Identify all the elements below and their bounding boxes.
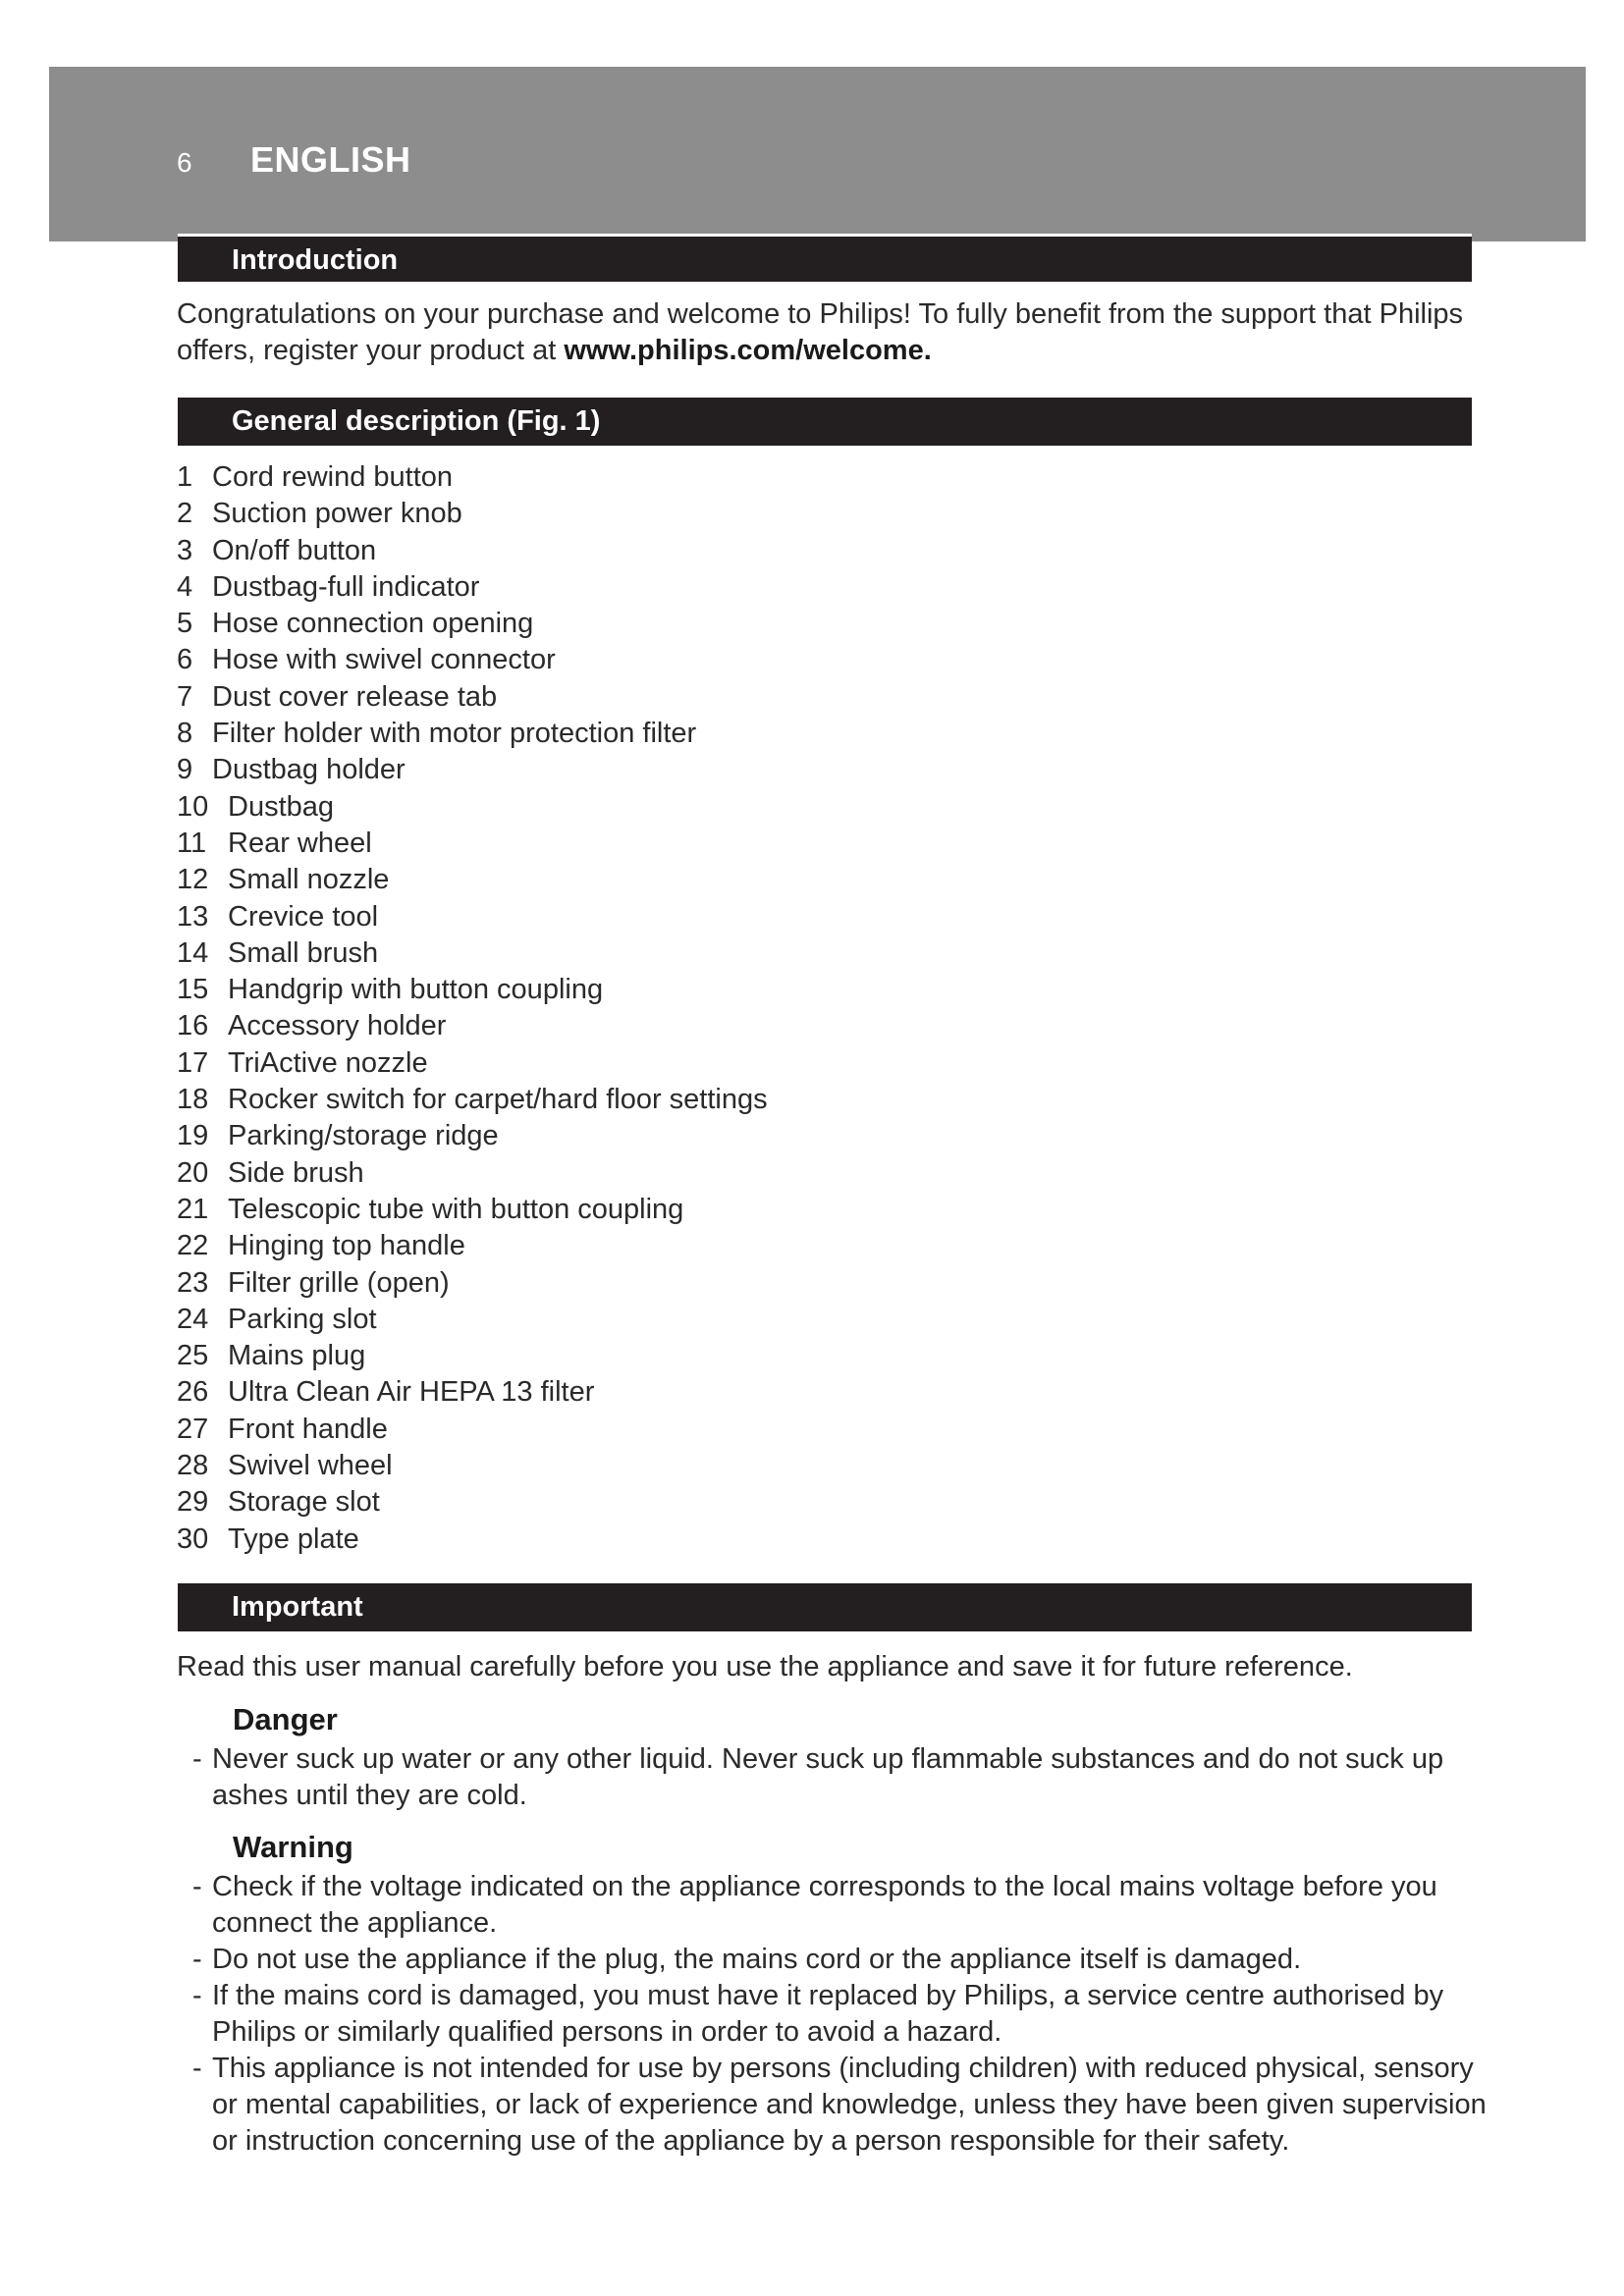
- item-number: 12: [177, 864, 209, 896]
- description-item: [177, 496, 768, 532]
- item-label: On/off button: [212, 534, 377, 566]
- bullet-text: This appliance is not intended for use by persons (including children) with reduced physical, sensory or mental capabilities, or lack of experience and knowledge, unless they have been given supervision or instruction concerning use of the appliance by a person responsible for their safety.: [212, 2053, 1487, 2157]
- bullet-item: [192, 1869, 1489, 1942]
- item-label: Handgrip with button coupling: [228, 974, 604, 1006]
- page-number: 6: [177, 147, 192, 178]
- item-number: 6: [177, 644, 193, 676]
- warning-heading: Warning: [233, 1830, 353, 1864]
- item-label: Hinging top handle: [228, 1230, 465, 1262]
- item-number: 30: [177, 1522, 209, 1555]
- item-number: 10: [177, 790, 209, 823]
- bullet-item: [192, 1741, 1489, 1814]
- description-item: [177, 1522, 768, 1558]
- item-label: Dust cover release tab: [212, 680, 498, 713]
- item-number: 13: [177, 900, 209, 933]
- description-item: [177, 1118, 768, 1154]
- important-intro: Read this user manual carefully before you use the appliance and save it for future reference.: [177, 1651, 1353, 1682]
- item-number: 16: [177, 1010, 209, 1042]
- warning-list: [192, 1869, 1489, 2160]
- description-item: [177, 1045, 768, 1082]
- item-number: 26: [177, 1376, 209, 1409]
- description-item: [177, 752, 768, 788]
- bullet-dash: -: [192, 1743, 202, 1775]
- description-item: [177, 1338, 768, 1374]
- bullet-item: [192, 1942, 1489, 1978]
- introduction-paragraph: [177, 296, 1483, 369]
- item-number: 23: [177, 1266, 209, 1299]
- description-item: [177, 1082, 768, 1118]
- item-label: Front handle: [228, 1413, 388, 1445]
- description-item: [177, 789, 768, 826]
- item-number: 27: [177, 1413, 209, 1445]
- item-number: 25: [177, 1340, 209, 1372]
- bullet-text: Never suck up water or any other liquid. Never suck up flammable substances and do not suck up ashes until they are cold.: [212, 1743, 1444, 1811]
- description-item: [177, 935, 768, 972]
- item-number: 14: [177, 936, 209, 969]
- description-item: [177, 716, 768, 752]
- item-label: Small nozzle: [228, 864, 390, 896]
- item-number: 18: [177, 1084, 209, 1116]
- item-label: Dustbag-full indicator: [212, 570, 480, 603]
- danger-heading: Danger: [233, 1702, 338, 1736]
- description-item: [177, 679, 768, 716]
- item-number: 22: [177, 1230, 209, 1262]
- item-number: 7: [177, 680, 193, 713]
- bullet-item: [192, 2051, 1489, 2160]
- description-item: [177, 862, 768, 898]
- description-item: [177, 1228, 768, 1264]
- item-label: Swivel wheel: [228, 1450, 393, 1482]
- item-number: 5: [177, 608, 193, 640]
- item-label: Hose with swivel connector: [212, 644, 556, 676]
- item-label: Ultra Clean Air HEPA 13 filter: [228, 1376, 595, 1409]
- item-label: Dustbag holder: [212, 754, 406, 786]
- item-label: Crevice tool: [228, 900, 379, 933]
- bullet-dash: -: [192, 1980, 202, 2011]
- item-number: 8: [177, 718, 193, 750]
- item-number: 28: [177, 1450, 209, 1482]
- item-number: 24: [177, 1303, 209, 1335]
- description-item: [177, 569, 768, 606]
- description-item: [177, 1265, 768, 1302]
- item-number: 11: [177, 827, 207, 859]
- description-item: [177, 606, 768, 642]
- language-heading: ENGLISH: [250, 139, 411, 180]
- item-label: Accessory holder: [228, 1010, 447, 1042]
- item-label: Side brush: [228, 1156, 364, 1189]
- description-item: [177, 1448, 768, 1484]
- registration-link[interactable]: www.philips.com/welcome.: [564, 335, 932, 366]
- item-label: Rocker switch for carpet/hard floor settings: [228, 1084, 768, 1116]
- item-number: 17: [177, 1046, 209, 1079]
- item-number: 1: [177, 461, 193, 493]
- bullet-text: Check if the voltage indicated on the appliance corresponds to the local mains voltage before you connect the appliance.: [212, 1871, 1437, 1939]
- general-description-list: [177, 459, 768, 1558]
- item-label: Cord rewind button: [212, 461, 454, 493]
- item-label: Rear wheel: [228, 827, 372, 859]
- bullet-text: Do not use the appliance if the plug, the mains cord or the appliance itself is damaged.: [212, 1944, 1302, 1975]
- section-title-important: Important: [178, 1583, 1472, 1631]
- item-label: Hose connection opening: [212, 608, 534, 640]
- item-number: 4: [177, 570, 193, 603]
- description-item: [177, 1008, 768, 1044]
- item-label: Suction power knob: [212, 498, 462, 530]
- item-number: 20: [177, 1156, 209, 1189]
- item-number: 21: [177, 1193, 209, 1225]
- description-item: [177, 1192, 768, 1228]
- item-label: Parking slot: [228, 1303, 377, 1335]
- item-number: 9: [177, 754, 193, 786]
- description-item: [177, 1484, 768, 1521]
- section-title-general-description: General description (Fig. 1): [178, 398, 1472, 446]
- description-item: [177, 1412, 768, 1448]
- item-label: Telescopic tube with button coupling: [228, 1193, 684, 1225]
- danger-list: [192, 1741, 1489, 1814]
- description-item: [177, 533, 768, 569]
- item-label: Storage slot: [228, 1486, 380, 1519]
- item-label: Filter holder with motor protection filter: [212, 718, 697, 750]
- item-label: Type plate: [228, 1522, 359, 1555]
- description-item: [177, 1374, 768, 1411]
- description-item: [177, 972, 768, 1008]
- item-label: Filter grille (open): [228, 1266, 450, 1299]
- item-label: Mains plug: [228, 1340, 366, 1372]
- item-number: 19: [177, 1120, 209, 1152]
- description-item: [177, 1155, 768, 1192]
- bullet-dash: -: [192, 1944, 202, 1975]
- description-item: [177, 1302, 768, 1338]
- description-item: [177, 899, 768, 935]
- item-number: 15: [177, 974, 209, 1006]
- section-title-introduction: Introduction: [178, 234, 1472, 282]
- bullet-text: If the mains cord is damaged, you must have it replaced by Philips, a service centre authorised by Philips or similarly qualified persons in order to avoid a hazard.: [212, 1980, 1444, 2048]
- item-number: 29: [177, 1486, 209, 1519]
- item-label: TriActive nozzle: [228, 1046, 428, 1079]
- bullet-dash: -: [192, 1871, 202, 1902]
- introduction-text: Congratulations on your purchase and welcome to Philips! To fully benefit from the support that Philips offers, register your product at: [177, 298, 1464, 366]
- item-label: Dustbag: [228, 790, 335, 823]
- description-item: [177, 642, 768, 678]
- item-label: Parking/storage ridge: [228, 1120, 499, 1152]
- item-number: 2: [177, 498, 193, 530]
- description-item: [177, 459, 768, 496]
- item-number: 3: [177, 534, 193, 566]
- bullet-item: [192, 1978, 1489, 2051]
- item-label: Small brush: [228, 936, 379, 969]
- bullet-dash: -: [192, 2053, 202, 2084]
- description-item: [177, 826, 768, 862]
